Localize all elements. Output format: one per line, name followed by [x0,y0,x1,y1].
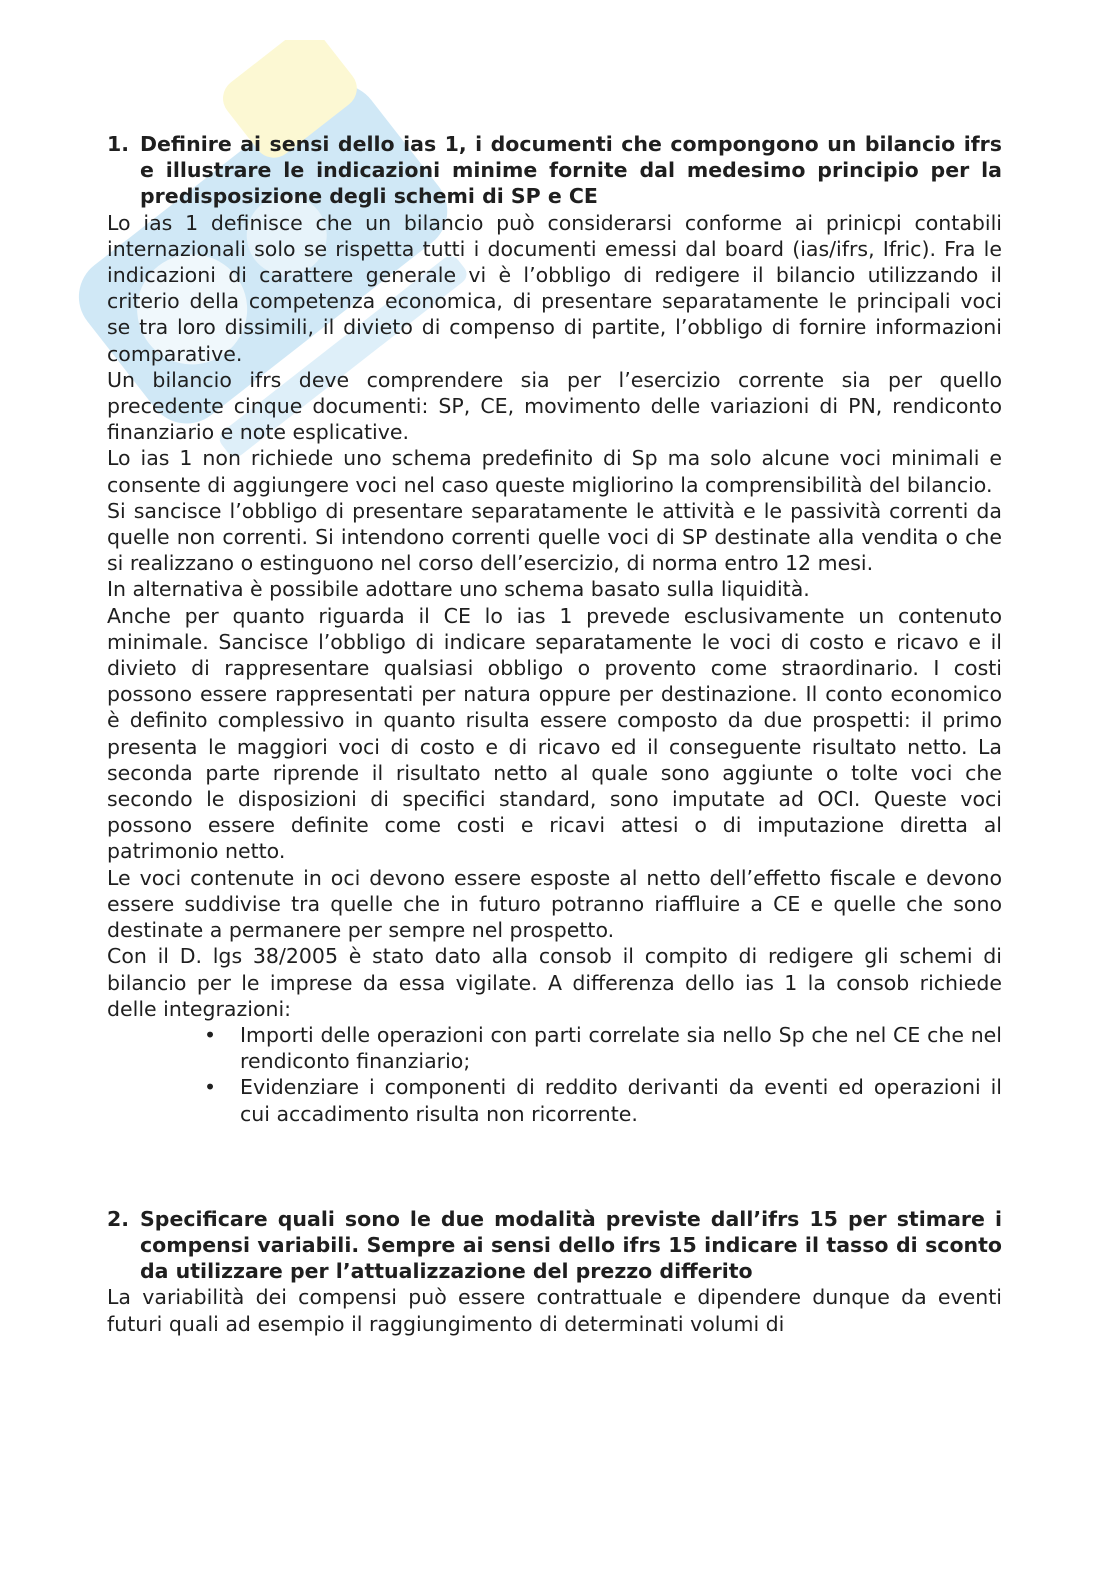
question-number: 1. [107,132,130,156]
paragraph: Lo ias 1 definisce che un bilancio può considerarsi conforme ai prinicpi contabili internazionali solo se rispetta tutti i documenti emessi dal board (ias/ifrs, Ifric). Fra le indicazioni di carattere generale vi è l’obbligo di redigere il bilancio utilizzando il criterio della competenza economica, di presentare separatamente le principali voci se tra loro dissimili, il divieto di compenso di partite, l’obbligo di fornire informazioni comparative. [107,210,1002,366]
question-text: Definire ai sensi dello ias 1, i documenti che compongono un bilancio ifrs e illustrare le indicazioni minime fornite dal medesimo principio per la predisposizione degli schemi di SP e CE [140,132,1002,209]
paragraph: Con il D. lgs 38/2005 è stato dato alla consob il compito di redigere gli schemi di bilancio per le imprese da essa vigilate. A differenza dello ias 1 la consob richiede delle integrazioni: [107,944,1002,1021]
paragraph: In alternativa è possibile adottare uno schema basato sulla liquidità. [107,577,810,602]
list-item-text: Evidenziare i componenti di reddito derivanti da eventi ed operazioni il cui accadimento risulta non ricorrente. [240,1075,1002,1126]
document-body [107,131,1002,1337]
list-item [204,1074,1002,1126]
list-item [204,1022,1002,1074]
question-2-heading [107,1206,1002,1285]
section-spacer [107,1127,1002,1206]
bullet-icon: • [204,1075,217,1100]
question-1-heading [107,131,1002,210]
bullet-icon: • [204,1022,217,1047]
paragraph: Un bilancio ifrs deve comprendere sia per l’esercizio corrente sia per quello precedente cinque documenti: SP, CE, movimento delle variazioni di PN, rendiconto finanziario e note esplicative. [107,367,1002,445]
question-text: Specificare quali sono le due modalità previste dall’ifrs 15 per stimare i compensi variabili. Sempre ai sensi dello ifrs 15 indicare il tasso di sconto da utilizzare per l’attualizzazione del prezzo differito [140,1206,1002,1284]
question-number: 2. [107,1206,130,1231]
bullet-list [107,1022,1002,1127]
list-item-text: Importi delle operazioni con parti correlate sia nello Sp che nel CE che nel rendiconto finanziario; [240,1022,1002,1074]
paragraph: Si sancisce l’obbligo di presentare separatamente le attività e le passività correnti da quelle non correnti. Si intendono correnti quelle voci di SP destinate alla vendita o che si realizzano o estinguono nel corso dell’esercizio, di norma entro 12 mesi. [107,498,1002,576]
paragraph: Anche per quanto riguarda il CE lo ias 1 prevede esclusivamente un contenuto minimale. Sancisce l’obbligo di indicare separatamente le voci di costo e ricavo e il divieto di rappresentare qualsiasi obbligo o provento come straordinario. I costi possono essere rappresentati per natura oppure per destinazione. Il conto economico è definito complessivo in quanto risulta essere composto da due prospetti: il primo presenta le maggiori voci di costo e di ricavo ed il conseguente risultato netto. La seconda parte riprende il risultato netto al quale sono aggiunte o tolte voci che secondo le disposizioni di specifici standard, sono imputate ad OCI. Queste voci possono essere definite come costi e ricavi attesi o di imputazione diretta al patrimonio netto. [107,603,1002,864]
paragraph: Le voci contenute in oci devono essere esposte al netto dell’effetto fiscale e devono essere suddivise tra quelle che in futuro potranno riaffluire a CE e quelle che sono destinate a permanere per sempre nel prospetto. [107,865,1002,943]
paragraph: La variabilità dei compensi può essere contrattuale e dipendere dunque da eventi futuri quali ad esempio il raggiungimento di determinati volumi di [107,1285,1002,1336]
paragraph: Lo ias 1 non richiede uno schema predefinito di Sp ma solo alcune voci minimali e consente di aggiungere voci nel caso queste migliorino la comprensibilità del bilancio. [107,446,1002,497]
